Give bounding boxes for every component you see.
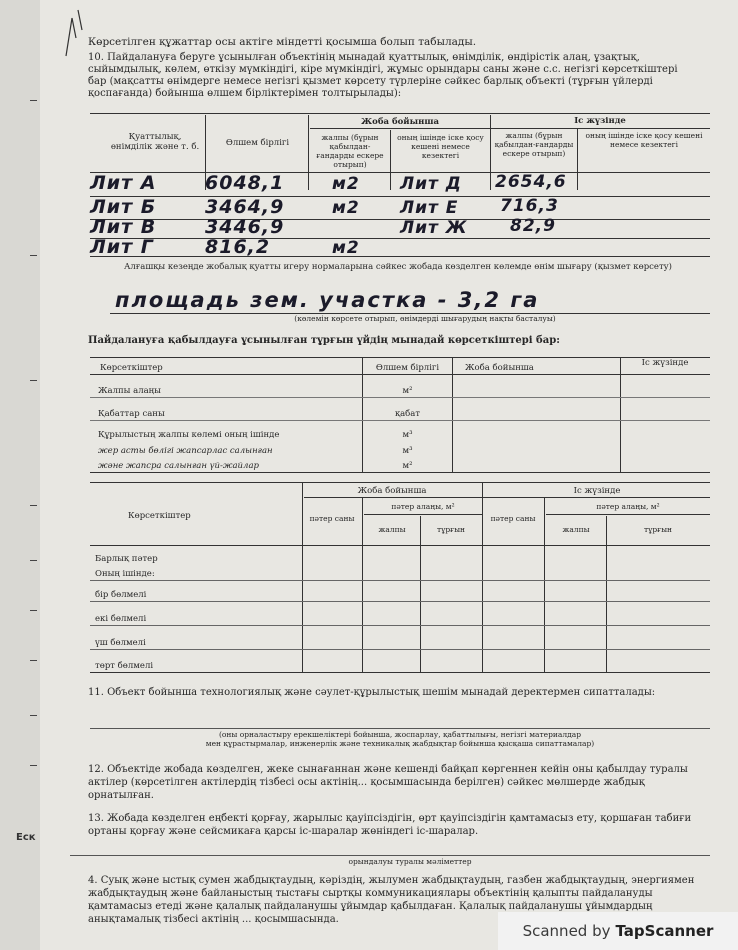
scanner-watermark [498, 912, 738, 950]
apt-col-living: тұрғын [436, 525, 466, 534]
housing-row-unit: м³ [402, 430, 413, 440]
housing-row-unit: м² [402, 461, 413, 471]
intro-line: Көрсетілген құжаттар осы актіге міндетті қосымша болып табылады. [88, 36, 477, 48]
col-capacity: Қуаттылық, өнімділік және т. б. [110, 132, 200, 152]
row-value: 816,2 [205, 236, 271, 258]
row-unit: м2 [332, 198, 360, 218]
col-proj-launch: оның ішінде іске қосу кешені немесе кезектегі [397, 133, 484, 160]
section-13-caption: орындалуы туралы мәліметтер [348, 857, 472, 866]
housing-row-unit: м³ [402, 446, 413, 456]
housing-col-unit: Өлшем бірлігі [375, 363, 440, 373]
apt-col-area: пәтер алаңы, м² [596, 502, 660, 511]
apt-row-label: екі бөлмелі [95, 614, 147, 624]
housing-title: Пайдалануға қабылдауға ұсынылған тұрғын үйдің мынадай көрсеткіштері бар: [88, 335, 560, 346]
apt-row-label: төрт бөлмелі [95, 661, 154, 671]
apt-row-label: бір бөлмелі [95, 590, 147, 600]
row-value-2: 2654,6 [495, 172, 567, 192]
housing-col-fact: Іс жүзінде [641, 358, 689, 368]
apt-col-fact: Іс жүзінде [573, 486, 621, 496]
col-fact-launch: оның ішінде іске қосу кешені немесе кезектегі [585, 131, 703, 149]
pen-mark [58, 8, 88, 58]
margin-tick [30, 100, 37, 101]
row-name: Лит Г [90, 236, 154, 258]
apt-col-ind: Көрсеткіштер [128, 511, 191, 521]
apt-col-count: пәтер саны [490, 514, 536, 523]
apt-col-total: жалпы [562, 525, 590, 534]
margin-tick [30, 505, 37, 506]
col-actual: Іс жүзінде [574, 116, 626, 126]
housing-row-unit: қабат [394, 409, 421, 419]
row-value: 3446,9 [205, 216, 285, 238]
margin-label: Еск [16, 832, 36, 843]
apt-row-label: үш бөлмелі [95, 638, 146, 648]
row-value: 3464,9 [205, 196, 285, 218]
apt-row-label: Барлық пәтер [95, 554, 158, 564]
housing-row-unit: м² [402, 386, 413, 396]
row-unit: м2 [332, 174, 360, 194]
output-label: Алғашқы кезеңде жобалық қуатты игеру нормаларына сәйкес жобада көзделген көлемде өнім шығару (қызмет көрсету) [124, 262, 672, 272]
margin-tick [30, 660, 37, 661]
scanner-brand: TapScanner [615, 922, 714, 940]
section-4-text: 4. Суық және ыстық сумен жабдықтаудың, кәріздің, жылумен жабдықтаудың, газбен жабдықтаудың, энергиямен жабдықтаудың және байланыстың тыстағы сыртқы коммуникациялары объектінің қалыпты пайдалануды қамтамасыз етеді және қалалық пайдаланушы ұйымдар қабылдаған. Қалалық пайдаланушы ұйымдардың анықтамалық тізбесі актінің ... қосымшасында. [88, 875, 695, 925]
row-name: Лит А [90, 172, 157, 194]
row-name: Лит В [90, 216, 157, 238]
scanner-prefix: Scanned by [522, 922, 611, 940]
margin-tick [30, 380, 37, 381]
row-name-2: Лит Д [400, 174, 462, 194]
apt-row-label: Оның ішінде: [95, 569, 155, 579]
housing-row-label: Құрылыстың жалпы көлемі оның ішінде [98, 430, 280, 440]
housing-col-proj: Жоба бойынша [465, 363, 534, 373]
output-caption: (көлемін көрсете отырып, өнімдерді шығарудың нақты басталуы) [294, 314, 556, 323]
section-13-text: 13. Жобада көзделген еңбекті қорғау, жарылыс қауіпсіздігін, өрт қауіпсіздігін қамтамасыз ету, қоршаған табиғи ортаны қорғау және сейсмикаға қарсы іс-шаралар жөніндегі іс-шаралар. [88, 813, 692, 837]
margin-tick [30, 765, 37, 766]
apt-col-area: пәтер алаңы, м² [391, 502, 455, 511]
section-11-text: 11. Объект бойынша технологиялық және сәулет-құрылыстық шешім мынадай деректермен сипатталады: [88, 687, 656, 698]
output-value: площадь зем. участка - 3,2 га [115, 288, 540, 312]
section-12-text: 12. Объектіде жобада көзделген, жеке сынағаннан және кешенді байқап көргеннен кейін оны қабылдау туралы актілер (көрсетілген актілердің тізбесі осы актінің... қосымшасында берілген) сәйкес мөлшерде жабдық орнатылған. [88, 764, 688, 801]
col-fact-total: жалпы (бұрын қабылдан-ғандарды ескере отырып) [494, 131, 574, 158]
housing-row-label: Жалпы алаңы [98, 386, 161, 396]
apt-col-proj: Жоба бойынша [357, 486, 427, 496]
col-proj-total: жалпы (бұрын қабылдан-ғандарды ескере отырып) [316, 133, 384, 169]
housing-row-label: жер асты бөлігі жапсарлас салынған [98, 446, 273, 456]
margin-tick [30, 610, 37, 611]
apt-col-total: жалпы [378, 525, 406, 534]
row-value-2: 716,3 [500, 196, 559, 216]
row-unit: м2 [332, 238, 360, 258]
apt-col-count: пәтер саны [309, 514, 355, 523]
housing-row-label: және жапсра салынған үй-жайлар [98, 461, 259, 471]
margin-tick [30, 715, 37, 716]
row-value-2: 82,9 [510, 216, 556, 236]
row-name: Лит Б [90, 196, 157, 218]
left-margin-strip [0, 0, 40, 950]
row-name-2: Лит Ж [400, 218, 468, 238]
margin-tick [30, 255, 37, 256]
row-name-2: Лит Е [400, 198, 459, 218]
document-page [40, 0, 738, 950]
section-11-caption-2: мен құрастырмалар, инженерлік және техникалық жабдықтар бойынша қысқаша сипаттамалар) [205, 739, 595, 748]
apt-col-living: тұрғын [643, 525, 673, 534]
margin-tick [30, 560, 37, 561]
col-unit: Өлшем бірлігі [225, 138, 290, 148]
section-11-caption-1: (оны орналастыру ерекшеліктері бойынша, жоспарлау, қабаттылығы, негізгі материалдар [218, 730, 582, 739]
housing-col-ind: Көрсеткіштер [100, 363, 163, 373]
row-value: 6048,1 [205, 172, 285, 194]
housing-row-label: Қабаттар саны [98, 409, 165, 419]
section-10-text: 10. Пайдалануға беруге ұсынылған объектінің мынадай қуаттылық, өнімділік, өндірістік алаң, ұзақтық, сыйымдылық, көлем, өткізу мүмкіндігі, кіре мүмкіндігі, жұмыс орындары саны және с.с. негізгі көрсеткіштері бар (мақсатты өнімдерге немесе негізгі қызмет көрсету түрлеріне сәйкес барлық объекті (тұрғын үйлерді қоспағанда) бойынша өлшем бірліктерімен толтырылады): [88, 52, 678, 99]
col-project: Жоба бойынша [361, 117, 439, 127]
